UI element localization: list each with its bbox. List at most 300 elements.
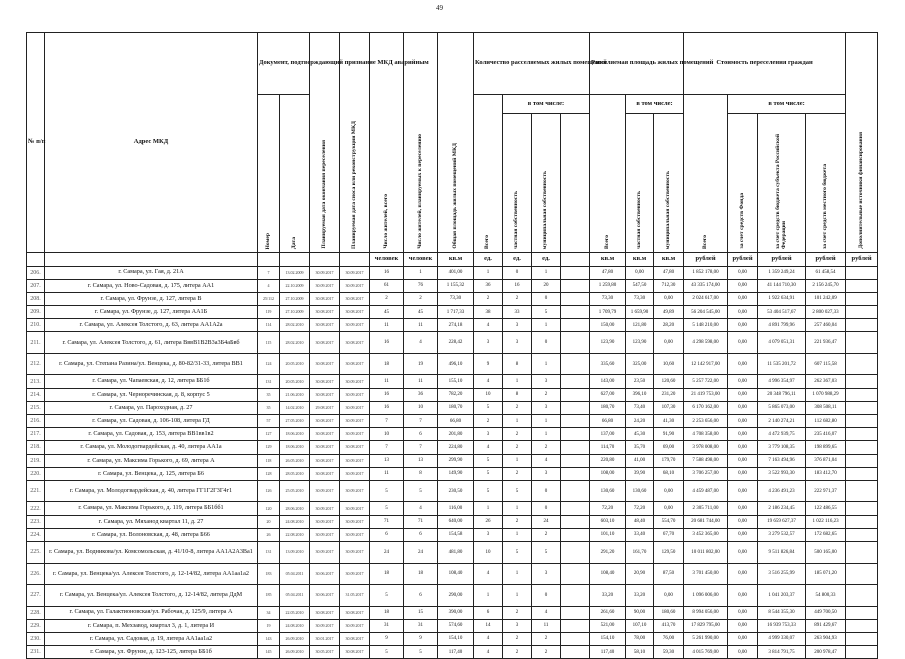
- area-private-cell: 547,50: [626, 279, 654, 292]
- area-municipal-cell: 49,89: [654, 306, 684, 319]
- planned-demolish-cell: 30.09.2017: [340, 563, 370, 585]
- cost-regional-cell: 4 236 491,23: [758, 480, 806, 502]
- table-row: [27, 332, 878, 354]
- cost-regional-cell: 7 163 494,96: [758, 454, 806, 467]
- extra-cell: [846, 585, 878, 607]
- count-blank-cell: [561, 319, 590, 332]
- area-total-cell: 154,10: [590, 632, 626, 645]
- cost-local-cell: 449 700,50: [806, 606, 846, 619]
- planned-demolish-cell: 30.08.2017: [340, 353, 370, 375]
- residents-total-cell: 31: [370, 619, 404, 632]
- cost-fund-cell: 0,00: [728, 375, 758, 388]
- count-municipal-cell: 3: [532, 375, 561, 388]
- cost-local-cell: 500 165,00: [806, 542, 846, 564]
- address-cell: г. Самара, ул. Ново-Садовая, д. 175, литера АА1: [45, 279, 258, 292]
- address-cell: г. Самара, п. Мехзавод, квартал 3, д. 1, литера И: [45, 619, 258, 632]
- planned-resettle-cell: 30.08.2017: [310, 606, 340, 619]
- count-blank-cell: [561, 528, 590, 541]
- row-number: 229.: [27, 619, 45, 632]
- residents-planned-cell: 6: [404, 585, 438, 607]
- doc-number-cell: 19: [258, 619, 280, 632]
- col-planned-resettle-header: Планируемая дата окончания переселения: [310, 33, 340, 253]
- cost-local-cell: 2 156 245,70: [806, 279, 846, 292]
- total-area-cell: 401,00: [438, 266, 474, 279]
- residents-planned-cell: 7: [404, 441, 438, 454]
- doc-date-cell: 27.10.2009: [280, 292, 310, 305]
- count-municipal-cell: 11: [532, 619, 561, 632]
- doc-number-cell: 35: [258, 401, 280, 414]
- col-count-incl-header: в том числе:: [503, 95, 590, 114]
- cost-fund-cell: 0,00: [728, 319, 758, 332]
- doc-date-cell: 26.09.2010: [280, 632, 310, 645]
- count-municipal-cell: 2: [532, 632, 561, 645]
- address-cell: г. Самара, ул. Волоновская, д. 48, литера Б66: [45, 528, 258, 541]
- count-municipal-cell: 24: [532, 515, 561, 528]
- cost-fund-cell: 0,00: [728, 292, 758, 305]
- area-private-cell: 73,30: [626, 292, 654, 305]
- extra-cell: [846, 353, 878, 375]
- planned-resettle-cell: 30.08.2017: [310, 415, 340, 428]
- planned-resettle-cell: 30.08.2017: [310, 306, 340, 319]
- count-blank-cell: [561, 375, 590, 388]
- count-blank-cell: [561, 415, 590, 428]
- count-blank-cell: [561, 388, 590, 401]
- unit-cell: человек: [404, 252, 438, 266]
- area-private-cell: 1 659,90: [626, 306, 654, 319]
- cost-fund-cell: 0,00: [728, 332, 758, 354]
- cost-local-cell: 112 682,80: [806, 415, 846, 428]
- count-blank-cell: [561, 606, 590, 619]
- area-municipal-cell: 180,60: [654, 606, 684, 619]
- planned-resettle-cell: 30.08.2017: [310, 332, 340, 354]
- area-total-cell: 66,80: [590, 415, 626, 428]
- area-private-cell: 123,90: [626, 332, 654, 354]
- cost-fund-cell: 0,00: [728, 480, 758, 502]
- row-number: 216.: [27, 415, 45, 428]
- doc-number-cell: 57: [258, 415, 280, 428]
- address-cell: г. Самара, ул. Молодогвардейская, д. 40, литера АА1а: [45, 441, 258, 454]
- area-private-cell: 41,00: [626, 454, 654, 467]
- count-total-cell: 5: [474, 454, 503, 467]
- doc-date-cell: 25.05.2010: [280, 480, 310, 502]
- count-blank-cell: [561, 292, 590, 305]
- doc-number-cell: 185: [258, 585, 280, 607]
- table-row: [27, 542, 878, 564]
- row-number: 219.: [27, 454, 45, 467]
- row-number: 221.: [27, 480, 45, 502]
- cost-regional-cell: 3 516 255,99: [758, 563, 806, 585]
- area-private-cell: 58,10: [626, 646, 654, 659]
- count-total-cell: 5: [474, 467, 503, 480]
- count-private-cell: 8: [503, 388, 532, 401]
- address-cell: г. Самара, ул. Галактионовская/ул. Рабочая, д. 125/9, литера А: [45, 606, 258, 619]
- col-doc-group-header: Документ, подтверждающий признание МКД аварийным: [258, 33, 310, 95]
- extra-cell: [846, 292, 878, 305]
- count-municipal-cell: 1: [532, 266, 561, 279]
- row-number: 208.: [27, 292, 45, 305]
- doc-number-cell: 131: [258, 542, 280, 564]
- area-private-cell: 39,90: [626, 467, 654, 480]
- count-total-cell: 2: [474, 415, 503, 428]
- table-row: [27, 467, 878, 480]
- col-number-header: № п/п: [27, 33, 45, 253]
- unit-cell: рублей: [806, 252, 846, 266]
- row-number: 222.: [27, 502, 45, 515]
- planned-demolish-cell: 30.09.2017: [340, 266, 370, 279]
- doc-number-cell: 115: [258, 332, 280, 354]
- address-cell: г. Самара, ул. Максима Горького, д. 69, литера А: [45, 454, 258, 467]
- area-municipal-cell: 554,70: [654, 515, 684, 528]
- count-municipal-cell: 0: [532, 292, 561, 305]
- residents-planned-cell: 71: [404, 515, 438, 528]
- cost-local-cell: 61 458,54: [806, 266, 846, 279]
- table-row: [27, 428, 878, 441]
- count-total-cell: 4: [474, 632, 503, 645]
- row-number: 230.: [27, 632, 45, 645]
- extra-cell: [846, 332, 878, 354]
- total-area-cell: 290,00: [438, 585, 474, 607]
- doc-number-cell: 128: [258, 467, 280, 480]
- residents-planned-cell: 4: [404, 332, 438, 354]
- count-blank-cell: [561, 454, 590, 467]
- count-private-cell: 3: [503, 619, 532, 632]
- count-municipal-cell: 5: [532, 306, 561, 319]
- count-municipal-cell: 3: [532, 563, 561, 585]
- count-private-cell: 5: [503, 480, 532, 502]
- count-municipal-cell: 2: [532, 646, 561, 659]
- cost-total-cell: 5 261 990,00: [684, 632, 728, 645]
- doc-number-cell: 183: [258, 563, 280, 585]
- cost-total-cell: 3 452 365,00: [684, 528, 728, 541]
- count-private-cell: 3: [503, 332, 532, 354]
- extra-cell: [846, 563, 878, 585]
- residents-planned-cell: 1: [404, 266, 438, 279]
- count-blank-cell: [561, 480, 590, 502]
- cost-fund-cell: 0,00: [728, 279, 758, 292]
- doc-date-cell: 18.06.2010: [280, 441, 310, 454]
- address-cell: г. Самара, ул. Венцека/ул. Алексея Толстого, д. 12-14/82, литера АА1аа1а2: [45, 563, 258, 585]
- cost-fund-cell: 0,00: [728, 585, 758, 607]
- row-number: 215.: [27, 401, 45, 414]
- count-municipal-cell: 4: [532, 606, 561, 619]
- doc-number-cell: 35: [258, 388, 280, 401]
- total-area-cell: 782,20: [438, 388, 474, 401]
- residents-total-cell: 6: [370, 528, 404, 541]
- planned-resettle-cell: 29.08.2017: [310, 401, 340, 414]
- count-private-cell: 1: [503, 502, 532, 515]
- residents-total-cell: 16: [370, 332, 404, 354]
- doc-date-cell: 27.05.2010: [280, 415, 310, 428]
- total-area-cell: 228,42: [438, 332, 474, 354]
- extra-cell: [846, 319, 878, 332]
- planned-demolish-cell: 30.08.2017: [340, 632, 370, 645]
- count-private-cell: 1: [503, 375, 532, 388]
- area-municipal-cell: 69,00: [654, 441, 684, 454]
- address-cell: г. Самара, ул. Молодогвардейская, д. 40, литера ГГ1Г2Г3Г4г1: [45, 480, 258, 502]
- table-row: [27, 292, 878, 305]
- address-cell: г. Самара, ул. Алексея Толстого, д. 61, литера ВввВ1В2В3а3Б4аБвб: [45, 332, 258, 354]
- count-private-cell: 2: [503, 401, 532, 414]
- table-row: [27, 632, 878, 645]
- cost-fund-cell: 0,00: [728, 515, 758, 528]
- cost-fund-cell: 0,00: [728, 441, 758, 454]
- unit-cell: кв.м: [438, 252, 474, 266]
- count-total-cell: 26: [474, 515, 503, 528]
- planned-resettle-cell: 30.08.2017: [310, 292, 340, 305]
- cost-fund-cell: 0,00: [728, 306, 758, 319]
- address-cell: г. Самара, ул. Венцека/ул. Алексея Толстого, д. 12-14/82, литера ДдМ: [45, 585, 258, 607]
- cost-fund-cell: 0,00: [728, 542, 758, 564]
- table-row: [27, 375, 878, 388]
- area-private-cell: 20,90: [626, 563, 654, 585]
- area-private-cell: 33,40: [626, 528, 654, 541]
- cost-total-cell: 5 257 722,00: [684, 375, 728, 388]
- residents-planned-cell: 8: [404, 467, 438, 480]
- residents-planned-cell: 31: [404, 619, 438, 632]
- count-total-cell: 5: [474, 401, 503, 414]
- cost-regional-cell: 4 999 330,07: [758, 632, 806, 645]
- cost-total-cell: 12 142 917,00: [684, 353, 728, 375]
- residents-planned-cell: 4: [404, 502, 438, 515]
- total-area-cell: 154,10: [438, 632, 474, 645]
- cost-total-cell: 7 588 498,00: [684, 454, 728, 467]
- area-municipal-cell: 231,20: [654, 388, 684, 401]
- area-private-cell: 48,40: [626, 515, 654, 528]
- col-cost-total-header: Всего: [684, 95, 728, 253]
- table-row: [27, 353, 878, 375]
- table-row: [27, 480, 878, 502]
- address-cell: г. Самара, ул. Гая, д. 21А: [45, 266, 258, 279]
- residents-total-cell: 71: [370, 515, 404, 528]
- planned-resettle-cell: 30.08.2017: [310, 375, 340, 388]
- address-cell: г. Самара, ул. Венцека, д. 125, литера Б6: [45, 467, 258, 480]
- doc-number-cell: 7: [258, 266, 280, 279]
- count-total-cell: 4: [474, 646, 503, 659]
- row-number: 227.: [27, 585, 45, 607]
- cost-regional-cell: 1 922 634,91: [758, 292, 806, 305]
- cost-fund-cell: 0,00: [728, 467, 758, 480]
- extra-cell: [846, 401, 878, 414]
- cost-fund-cell: 0,00: [728, 606, 758, 619]
- unit-cell: кв.м: [654, 252, 684, 266]
- table-row: [27, 388, 878, 401]
- row-number: 213.: [27, 375, 45, 388]
- residents-planned-cell: 76: [404, 279, 438, 292]
- cost-total-cell: 4 015 769,00: [684, 646, 728, 659]
- count-total-cell: 4: [474, 375, 503, 388]
- total-area-cell: 117,40: [438, 646, 474, 659]
- col-count-total-header: Всего: [474, 95, 503, 253]
- area-private-cell: 24,20: [626, 415, 654, 428]
- resettlement-table: [26, 32, 878, 659]
- area-private-cell: 78,00: [626, 632, 654, 645]
- residents-planned-cell: 2: [404, 292, 438, 305]
- area-total-cell: 220,80: [590, 454, 626, 467]
- area-total-cell: 33,20: [590, 585, 626, 607]
- cost-regional-cell: 4 891 799,96: [758, 319, 806, 332]
- area-total-cell: 72,20: [590, 502, 626, 515]
- count-municipal-cell: 1: [532, 319, 561, 332]
- table-row: [27, 441, 878, 454]
- area-private-cell: 107,10: [626, 619, 654, 632]
- col-planned-demolish-header: Планируемая дата сноса или реконструкции МКД: [340, 33, 370, 253]
- cost-total-cell: 5 148 210,00: [684, 319, 728, 332]
- area-municipal-cell: 76,00: [654, 632, 684, 645]
- planned-demolish-cell: 30.09.2017: [340, 454, 370, 467]
- cost-fund-cell: 0,00: [728, 428, 758, 441]
- cost-local-cell: 607 115,58: [806, 353, 846, 375]
- doc-date-cell: 22.08.2010: [280, 528, 310, 541]
- area-total-cell: 627,00: [590, 388, 626, 401]
- count-total-cell: 4: [474, 563, 503, 585]
- extra-cell: [846, 266, 878, 279]
- doc-date-cell: 27.10.2009: [280, 306, 310, 319]
- count-blank-cell: [561, 306, 590, 319]
- col-regional-header: за счет средств бюджета субъекта Российской Федерации: [758, 114, 806, 253]
- total-area-cell: 274,18: [438, 319, 474, 332]
- unit-cell: ед.: [532, 252, 561, 266]
- area-municipal-cell: 67,70: [654, 528, 684, 541]
- residents-total-cell: 5: [370, 646, 404, 659]
- count-blank-cell: [561, 266, 590, 279]
- total-area-cell: 154,58: [438, 528, 474, 541]
- cost-regional-cell: 16 939 753,33: [758, 619, 806, 632]
- unit-cell: рублей: [684, 252, 728, 266]
- area-total-cell: 335,60: [590, 353, 626, 375]
- doc-number-cell: 25/112: [258, 292, 280, 305]
- doc-date-cell: 28.05.2010: [280, 467, 310, 480]
- col-local-header: за счет средств местного бюджета: [806, 114, 846, 253]
- residents-planned-cell: 18: [404, 563, 438, 585]
- cost-regional-cell: 4 079 051,31: [758, 332, 806, 354]
- planned-resettle-cell: 30.06.2017: [310, 563, 340, 585]
- planned-demolish-cell: 30.08.2017: [340, 306, 370, 319]
- area-municipal-cell: 413,70: [654, 619, 684, 632]
- area-private-cell: 161,70: [626, 542, 654, 564]
- count-blank-cell: [561, 515, 590, 528]
- count-private-cell: 2: [503, 292, 532, 305]
- total-area-cell: 230,50: [438, 480, 474, 502]
- cost-local-cell: 1 070 988,29: [806, 388, 846, 401]
- residents-total-cell: 16: [370, 388, 404, 401]
- cost-fund-cell: 0,00: [728, 401, 758, 414]
- area-private-cell: 73,40: [626, 401, 654, 414]
- extra-cell: [846, 441, 878, 454]
- area-municipal-cell: 107,30: [654, 401, 684, 414]
- residents-total-cell: 11: [370, 319, 404, 332]
- area-total-cell: 1 259,80: [590, 279, 626, 292]
- table-row: [27, 606, 878, 619]
- row-number: 214.: [27, 388, 45, 401]
- residents-total-cell: 18: [370, 353, 404, 375]
- table-header: [27, 33, 878, 267]
- area-total-cell: 117,40: [590, 646, 626, 659]
- count-private-cell: 2: [503, 515, 532, 528]
- cost-total-cell: 4 459 487,00: [684, 480, 728, 502]
- area-private-cell: 325,00: [626, 353, 654, 375]
- cost-fund-cell: 0,00: [728, 353, 758, 375]
- count-municipal-cell: 5: [532, 542, 561, 564]
- count-municipal-cell: 4: [532, 454, 561, 467]
- area-total-cell: 180,70: [590, 401, 626, 414]
- area-private-cell: 130,60: [626, 480, 654, 502]
- residents-total-cell: 7: [370, 415, 404, 428]
- address-cell: г. Самара, ул. Чапаевская, д. 12, литера ББ1б: [45, 375, 258, 388]
- extra-cell: [846, 454, 878, 467]
- planned-demolish-cell: 30.09.2017: [340, 319, 370, 332]
- total-area-cell: 180,70: [438, 401, 474, 414]
- total-area-cell: 224,80: [438, 441, 474, 454]
- doc-date-cell: 24.08.2010: [280, 515, 310, 528]
- address-cell: г. Самара, ул. Алексея Толстого, д. 63, литера АА1А2а: [45, 319, 258, 332]
- count-blank-cell: [561, 502, 590, 515]
- doc-number-cell: 120: [258, 502, 280, 515]
- doc-date-cell: 28.02.2010: [280, 332, 310, 354]
- doc-number-cell: 131: [258, 375, 280, 388]
- cost-total-cell: 3 706 257,00: [684, 467, 728, 480]
- residents-total-cell: 45: [370, 306, 404, 319]
- doc-number-cell: 143: [258, 632, 280, 645]
- area-total-cell: 101,10: [590, 528, 626, 541]
- address-cell: г. Самара, ул. Фрунзе, д. 127, литера В: [45, 292, 258, 305]
- area-municipal-cell: 120,60: [654, 375, 684, 388]
- residents-total-cell: 9: [370, 632, 404, 645]
- planned-resettle-cell: 30.08.2017: [310, 353, 340, 375]
- cost-fund-cell: 0,00: [728, 646, 758, 659]
- total-area-cell: 108,40: [438, 563, 474, 585]
- count-total-cell: 1: [474, 266, 503, 279]
- planned-resettle-cell: 30.05.2017: [310, 646, 340, 659]
- cost-regional-cell: 9 511 826,84: [758, 542, 806, 564]
- cost-local-cell: 235 416,07: [806, 428, 846, 441]
- address-cell: г. Самара, ул. Садовая, д. 153, литера ВВ1вв1в2: [45, 428, 258, 441]
- count-municipal-cell: 0: [532, 480, 561, 502]
- extra-cell: [846, 542, 878, 564]
- address-cell: г. Самара, ул. Степана Разина/ул. Венцека, д. 80-82/31-33, литера ВВ1: [45, 353, 258, 375]
- extra-cell: [846, 619, 878, 632]
- count-private-cell: 2: [503, 441, 532, 454]
- cost-regional-cell: 1 359 249,24: [758, 266, 806, 279]
- cost-total-cell: 10 011 802,00: [684, 542, 728, 564]
- row-number: 217.: [27, 428, 45, 441]
- extra-cell: [846, 306, 878, 319]
- residents-total-cell: 10: [370, 428, 404, 441]
- planned-resettle-cell: 30.09.2017: [310, 279, 340, 292]
- col-count-blank-header: [561, 114, 590, 253]
- row-number: 206.: [27, 266, 45, 279]
- area-private-cell: 396,10: [626, 388, 654, 401]
- address-cell: г. Самара, ул. Водникова/ул. Комсомольская, д. 41/10-8, литера АА1А2А3Ва1: [45, 542, 258, 564]
- extra-cell: [846, 502, 878, 515]
- count-municipal-cell: 2: [532, 441, 561, 454]
- cost-local-cell: 122 486,55: [806, 502, 846, 515]
- doc-date-cell: 18.06.2010: [280, 428, 310, 441]
- address-cell: г. Самара, ул. Максима Горького, д. 119, литера ББ1бб1: [45, 502, 258, 515]
- residents-planned-cell: 11: [404, 375, 438, 388]
- col-area-total-header: Всего: [590, 95, 626, 253]
- area-municipal-cell: 0,00: [654, 292, 684, 305]
- area-total-cell: 603,10: [590, 515, 626, 528]
- area-municipal-cell: 91,90: [654, 428, 684, 441]
- count-blank-cell: [561, 428, 590, 441]
- count-municipal-cell: 0: [532, 585, 561, 607]
- area-total-cell: 73,30: [590, 292, 626, 305]
- extra-cell: [846, 480, 878, 502]
- col-fund-header: за счет средств Фонда: [728, 114, 758, 253]
- count-total-cell: 3: [474, 528, 503, 541]
- residents-total-cell: 61: [370, 279, 404, 292]
- area-municipal-cell: 87,50: [654, 563, 684, 585]
